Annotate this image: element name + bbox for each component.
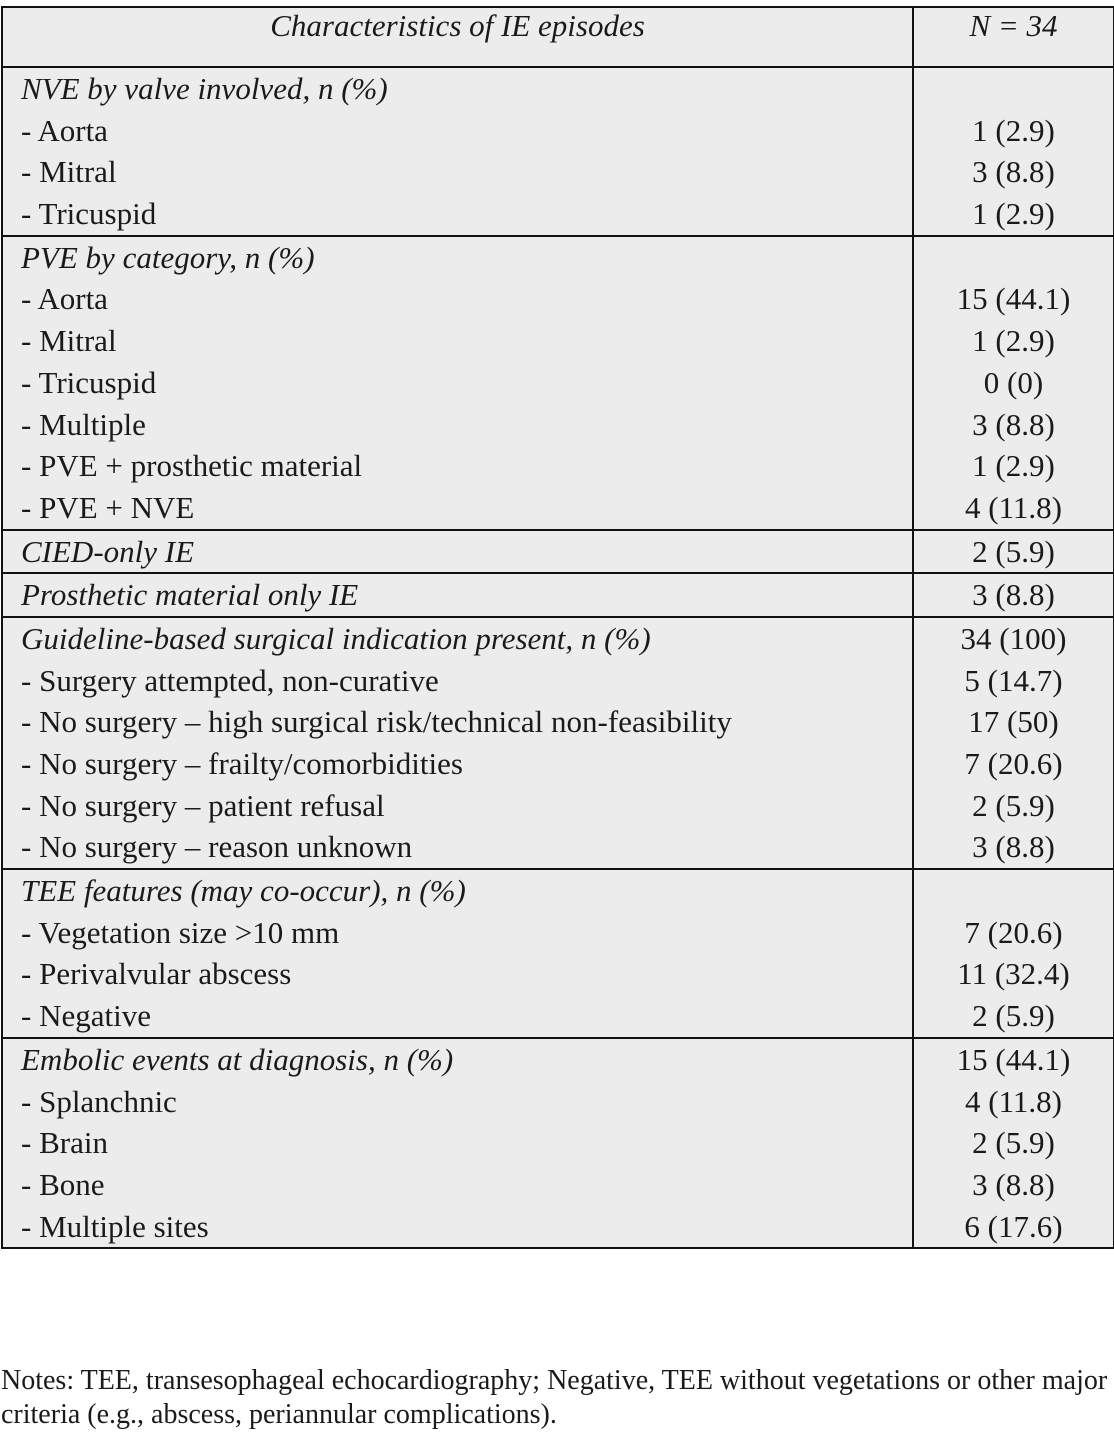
row-label: - Tricuspid: [21, 364, 157, 400]
section-labels-cell: [2, 67, 913, 236]
row-value: 3 (8.8): [972, 154, 1055, 190]
row-value: 5 (14.7): [964, 662, 1063, 698]
row-value: 0 (0): [983, 364, 1044, 400]
table-section-row: [2, 617, 1114, 869]
section-title: CIED-only IE: [21, 533, 195, 569]
characteristics-table: [1, 6, 1114, 1249]
section-title: Guideline-based surgical indication present, n (%): [21, 620, 651, 656]
row-label: - Vegetation size >10 mm: [21, 914, 340, 950]
table-section-row: [2, 236, 1114, 530]
row-value: 7 (20.6): [964, 746, 1063, 781]
section-labels-cell: [2, 530, 913, 574]
section-title-value: [914, 237, 1113, 279]
row-label: - Splanchnic: [21, 1083, 177, 1119]
row-label: - Negative: [21, 998, 151, 1034]
section-title-value: 34 (100): [960, 620, 1067, 656]
table-header-row: [2, 7, 1114, 67]
section-labels-cell: [2, 573, 913, 617]
section-title-value: 3 (8.8): [972, 577, 1055, 613]
row-value: 1 (2.9): [972, 323, 1055, 359]
section-values-cell: [913, 617, 1114, 869]
row-value: 2 (5.9): [972, 998, 1055, 1034]
row-label: - Multiple: [21, 406, 146, 442]
row-label: - No surgery – reason unknown: [21, 829, 413, 865]
row-label: - PVE + prosthetic material: [21, 448, 363, 484]
row-value: 3 (8.8): [972, 829, 1055, 865]
section-values-cell: [913, 236, 1114, 530]
table-section-row: [2, 1038, 1114, 1248]
table-section-row: [2, 67, 1114, 236]
section-title-value: [914, 68, 1113, 110]
section-labels-cell: [2, 869, 913, 1038]
row-label: - Surgery attempted, non-curative: [21, 662, 439, 698]
section-values-cell: [913, 530, 1114, 574]
row-value: 1 (2.9): [972, 196, 1055, 232]
row-label: - Perivalvular abscess: [21, 956, 292, 992]
row-value: 1 (2.9): [972, 448, 1055, 484]
row-label: - Brain: [21, 1125, 108, 1161]
section-values-cell: [913, 1038, 1114, 1248]
row-label: - No surgery – frailty/comorbidities: [21, 746, 463, 781]
table-body: [2, 67, 1114, 1248]
row-value: 2 (5.9): [972, 787, 1055, 823]
table-section-row: [2, 573, 1114, 617]
row-label: - Bone: [21, 1166, 105, 1202]
section-title-value: [914, 870, 1113, 912]
row-value: 1 (2.9): [972, 112, 1055, 148]
row-value: 15 (44.1): [956, 281, 1071, 317]
row-label: - No surgery – patient refusal: [21, 787, 385, 823]
section-values-cell: [913, 869, 1114, 1038]
section-values-cell: [913, 67, 1114, 236]
section-title: PVE by category, n (%): [21, 239, 315, 275]
section-values-cell: [913, 573, 1114, 617]
row-value: 11 (32.4): [957, 956, 1070, 992]
row-value: 4 (11.8): [965, 489, 1062, 525]
row-value: 7 (20.6): [964, 914, 1063, 950]
row-label: - Aorta: [21, 112, 108, 148]
row-label: - No surgery – high surgical risk/technical non-feasibility: [21, 704, 732, 740]
header-n: N = 34: [913, 7, 1114, 67]
table-section-row: [2, 530, 1114, 574]
section-title: Embolic events at diagnosis, n (%): [21, 1041, 454, 1077]
table-notes: Notes: TEE, transesophageal echocardiography; Negative, TEE without vegetations or other major criteria (e.g., abscess, periannular complications).: [1, 1365, 1108, 1430]
section-labels-cell: [2, 617, 913, 869]
row-label: - Aorta: [21, 281, 108, 317]
header-characteristics: Characteristics of IE episodes: [2, 7, 913, 67]
row-label: - Tricuspid: [21, 196, 157, 232]
row-label: - PVE + NVE: [21, 489, 195, 525]
section-labels-cell: [2, 236, 913, 530]
row-label: - Mitral: [21, 323, 117, 359]
section-labels-cell: [2, 1038, 913, 1248]
row-value: 3 (8.8): [972, 1166, 1055, 1202]
row-value: 6 (17.6): [964, 1208, 1063, 1244]
row-value: 4 (11.8): [965, 1083, 1062, 1119]
row-value: 3 (8.8): [972, 406, 1055, 442]
row-value: 17 (50): [968, 704, 1059, 740]
table-section-row: [2, 869, 1114, 1038]
section-title-value: 2 (5.9): [972, 533, 1055, 569]
section-title: Prosthetic material only IE: [21, 577, 359, 613]
section-title: TEE features (may co-occur), n (%): [21, 873, 466, 909]
section-title: NVE by valve involved, n (%): [21, 71, 388, 106]
section-title-value: 15 (44.1): [956, 1041, 1071, 1077]
row-value: 2 (5.9): [972, 1125, 1055, 1161]
row-label: - Multiple sites: [21, 1208, 209, 1244]
row-label: - Mitral: [21, 154, 117, 190]
